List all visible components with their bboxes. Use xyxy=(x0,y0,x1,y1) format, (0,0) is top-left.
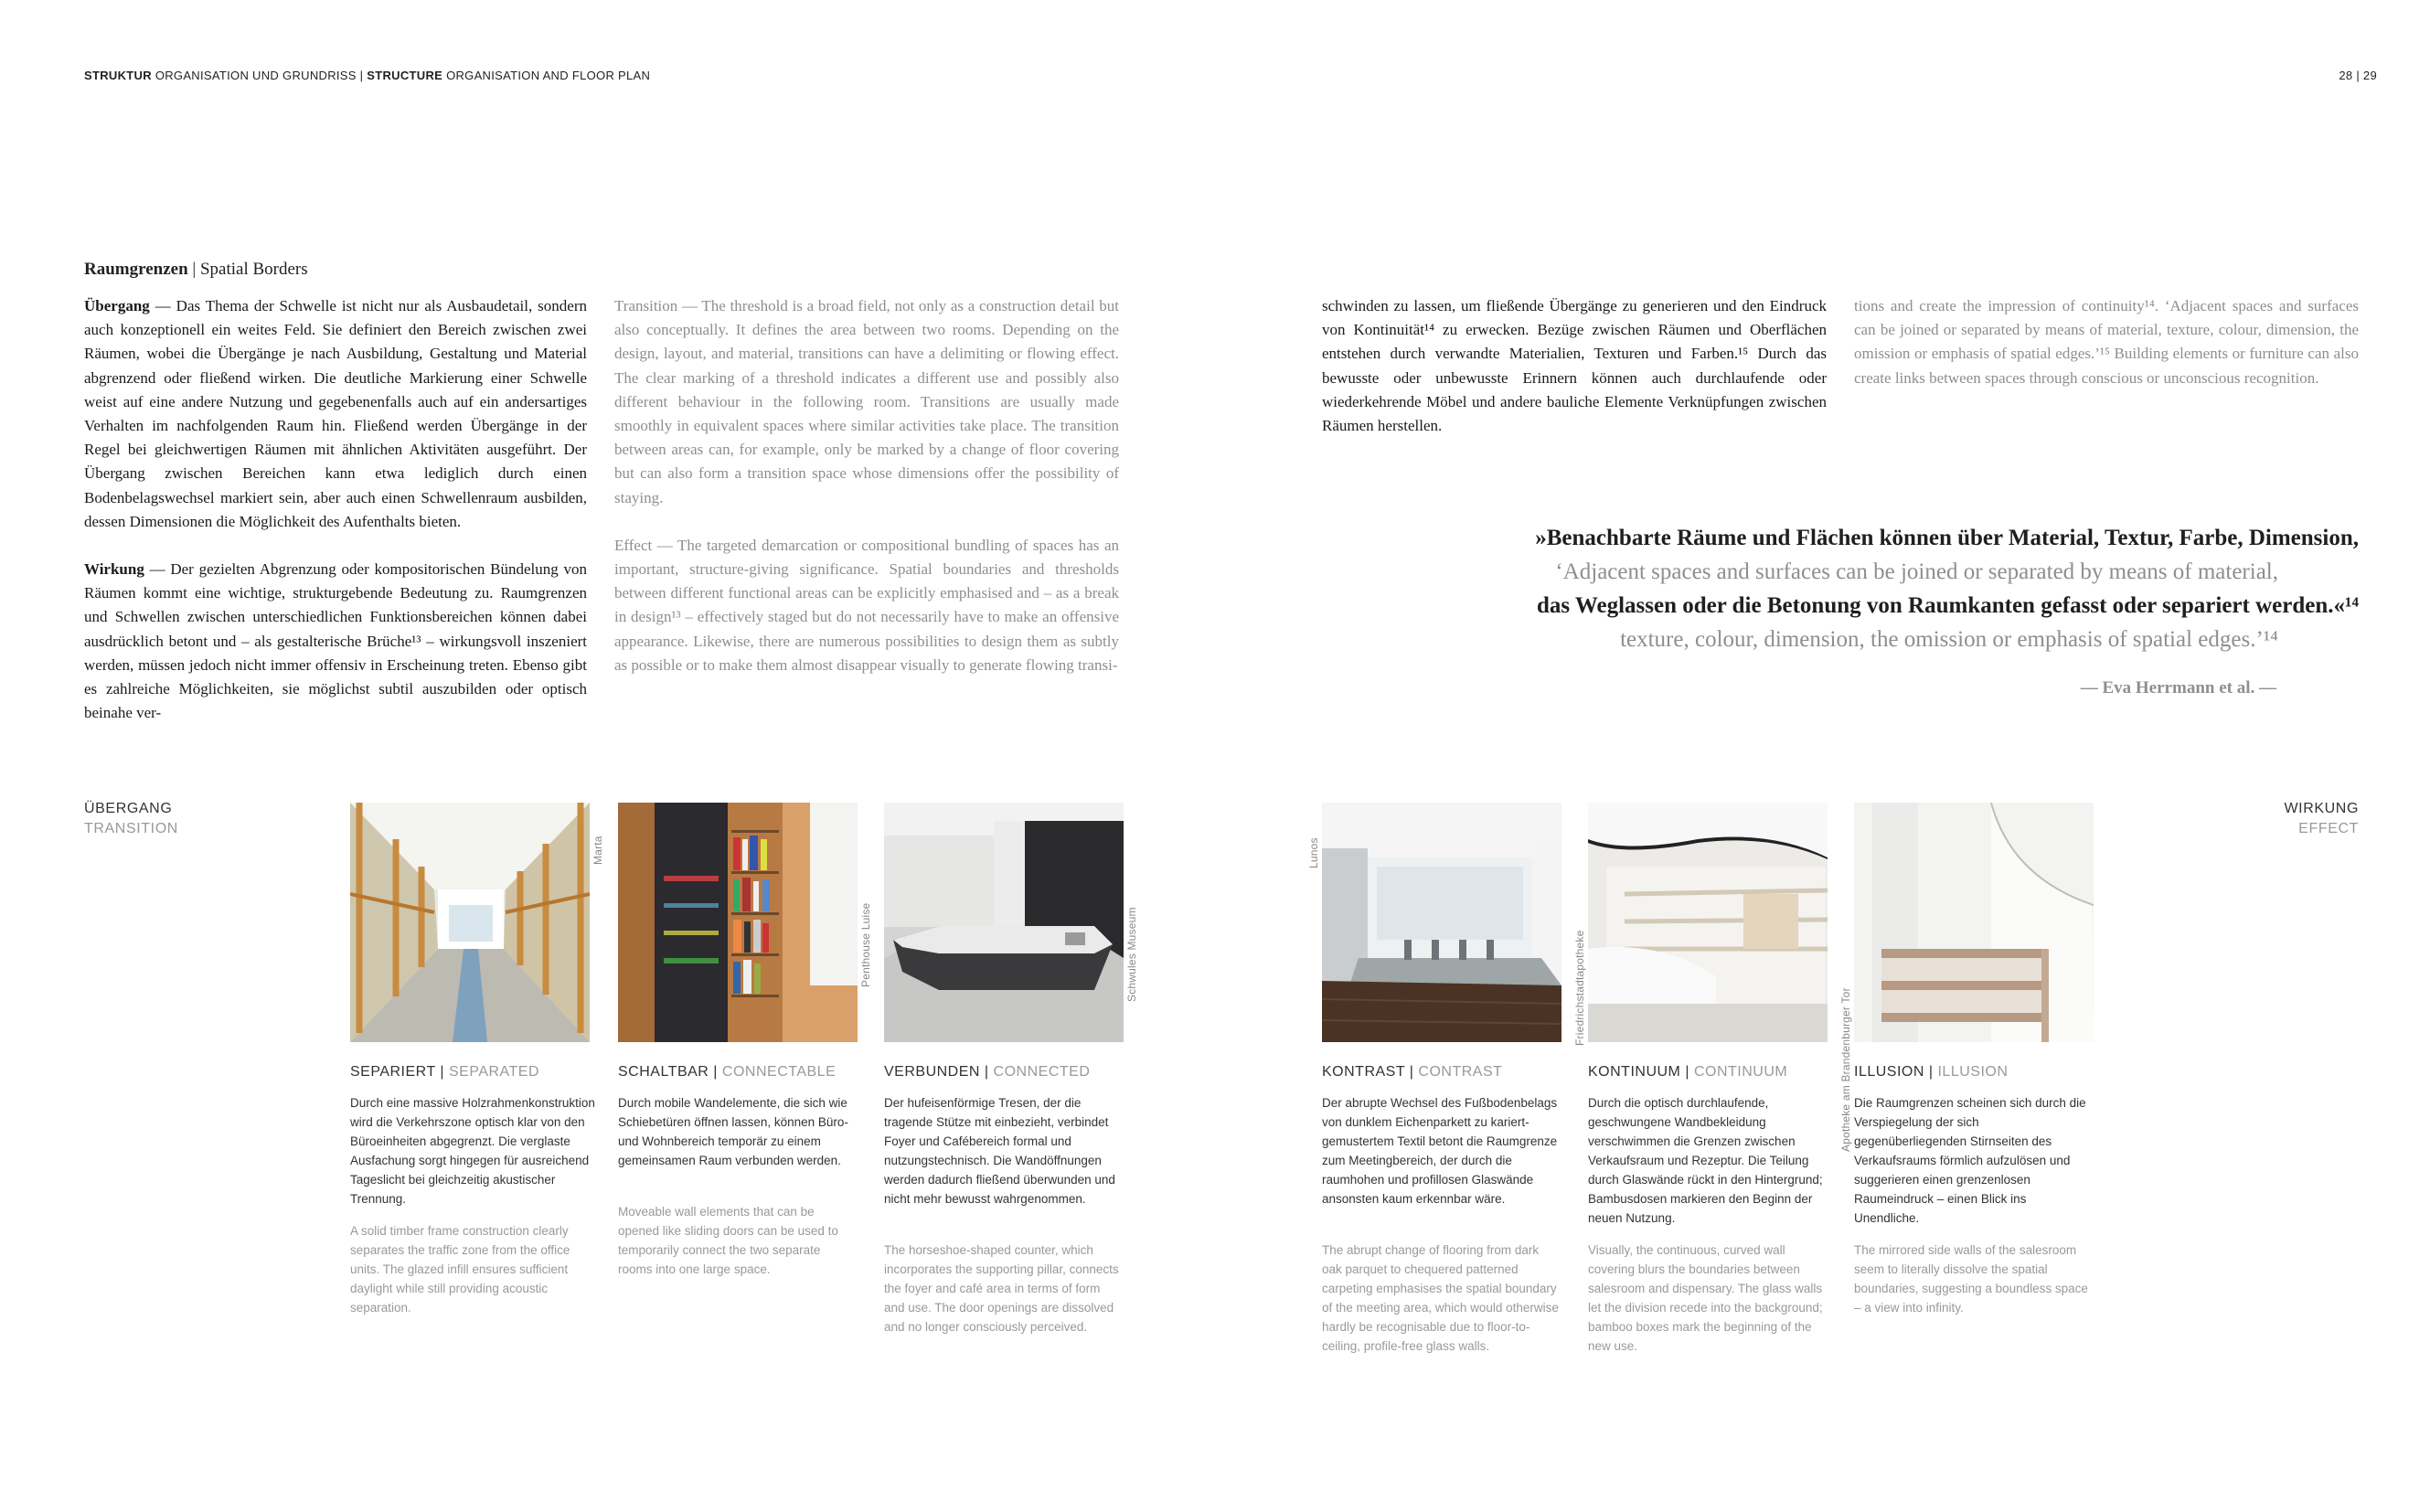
text-transition: — The threshold is a broad field, not only as a construction detail but also conceptually. It defines the area between two rooms. Depending on the design, layout, and material, transitions can have a delimiting or flowing effect. The clear marking of a threshold indicates a different use and possibly also different behaviour in the following room. Transitions are usually made smoothly in equivalent spaces where similar activities take place. The transition between areas can, for example, only be marked by a change of floor covering but can also form a transition space whose dimensions offer the possibility of staying. xyxy=(614,297,1119,506)
quote-author: — Eva Herrmann et al. — xyxy=(2080,678,2276,697)
text-wirkung: — Der gezielten Abgrenzung oder kompositorischen Bündelung von Räumen kommt eine wichtige, strukturgebende Bedeutung zu. Raumgrenzen und Schwellen zwischen unterschiedlichen Funktionsbereichen können dabei ausdrücklich betont und – als gestalterische Brüche¹³ – wirkungsvoll inszeniert werden, müssen jedoch nicht immer offensiv in Erscheinung treten. Ebenso gibt es zahlreiche Möglichkeiten, sie möglichst subtil auszubilden oder optisch beinahe ver- xyxy=(84,560,587,722)
section-title xyxy=(84,260,308,280)
caption-title-de: KONTRAST xyxy=(1322,1064,1405,1080)
text-uebergang: — Das Thema der Schwelle ist nicht nur als Ausbaudetail, sondern auch konzeptionell ein weites Feld. Sie definiert den Bereich zwischen zwei Räumen, wobei die Übergänge je nach Ausbildung, Gestaltung und Material abgrenzend oder fließend wirken. Die deutliche Markierung einer Schwelle weist auf eine andere Nutzung und gegebenenfalls auch auf ein andersartiges Verhalten im nachfolgenden Raum hin. Fließend werden Übergänge in der Regel bei gleichwertigen Räumen mit ähnlichen Aktivitäten ausgeführt. Der Übergang zwischen Bereichen kann etwa lediglich durch einen Bodenbelagswechsel markiert sein, aber auch einen Schwellenraum ausbilden, dessen Dimensionen die Möglichkeit des Aufenthalts bieten. xyxy=(84,297,587,530)
label-uebergang-en: TRANSITION xyxy=(84,821,178,836)
caption-title-connectable: SCHALTBAR | CONNECTABLE xyxy=(618,1064,837,1080)
caption-de-continuum: Durch die optisch durchlaufende, geschwungene Wandbekleidung verschwimmen die Grenzen zwischen Verkaufsraum und Rezeptur. Die Teilung durch Glaswände rückt in den Hintergrund; Bambusdosen markieren den Beginn der neuen Nutzung. xyxy=(1588,1096,1823,1225)
paragraph-transition xyxy=(614,294,1119,510)
quote-line-4: texture, colour, dimension, the omission or emphasis of spatial edges.’¹⁴ xyxy=(1620,627,2278,652)
caption-title-de: VERBUNDEN xyxy=(884,1064,980,1080)
column-de-left xyxy=(84,294,587,725)
photo-connected xyxy=(884,803,1124,1042)
photo-connectable xyxy=(618,803,858,1042)
caption-title-en: SEPARATED xyxy=(448,1064,540,1080)
paragraph-uebergang xyxy=(84,294,587,534)
caption-de-contrast: Der abrupte Wechsel des Fußbodenbelags von dunklem Eichenparkett zu kariert-gemustertem Textil betont die Raumgrenze zum Meetingbereich, der durch die raumhohen und profillosen Glaswände ansonsten kaum erkennbar wäre. xyxy=(1322,1096,1558,1206)
credit-friedrichstadtapotheke: Friedrichstadtapotheke xyxy=(1573,930,1586,1046)
header-en: ORGANISATION AND FLOOR PLAN xyxy=(446,69,651,82)
term-wirkung: Wirkung xyxy=(84,560,144,579)
column-en-right xyxy=(1854,294,2359,390)
credit-schwules-museum: Schwules Museum xyxy=(1125,907,1138,1002)
section-title-sep: | xyxy=(187,260,200,279)
caption-title-contrast: KONTRAST | CONTRAST xyxy=(1322,1064,1503,1080)
caption-de-illusion: Die Raumgrenzen scheinen sich durch die Verspiegelung der sich gegenüberliegenden Stirnseiten des Verkaufsraums förmlich aufzulösen und suggerieren einen grenzenlosen Raumeindruck – einen Blick ins Unendliche. xyxy=(1854,1096,2086,1225)
caption-title-illusion: ILLUSION | ILLUSION xyxy=(1854,1064,2009,1080)
label-uebergang-de: ÜBERGANG xyxy=(84,801,173,816)
caption-title-de: SCHALTBAR xyxy=(618,1064,709,1080)
term-uebergang: Übergang xyxy=(84,297,150,314)
term-transition: Transition xyxy=(614,297,678,314)
header-de: ORGANISATION UND GRUNDRISS xyxy=(155,69,357,82)
running-header xyxy=(84,69,650,82)
photo-continuum xyxy=(1588,803,1828,1042)
caption-title-en: ILLUSION xyxy=(1937,1064,2009,1080)
caption-de-separated: Durch eine massive Holzrahmenkonstruktion wird die Verkehrszone optisch klar von den Büroeinheiten abgegrenzt. Die verglaste Ausfachung sorgt hingegen für ausreichend Tageslicht bei gleichzeitig akustischer Trennung. xyxy=(350,1096,595,1206)
caption-title-en: CONTINUUM xyxy=(1693,1064,1788,1080)
caption-title-de: SEPARIERT xyxy=(350,1064,436,1080)
photo-contrast xyxy=(1322,803,1561,1042)
credit-apotheke-brandenburger-tor: Apotheke am Brandenburger Tor xyxy=(1839,987,1852,1152)
label-uebergang xyxy=(84,799,178,839)
section-title-en: Spatial Borders xyxy=(199,260,308,279)
photo-illusion xyxy=(1854,803,2094,1042)
pull-quote xyxy=(1262,521,2359,656)
paragraph-effect xyxy=(614,534,1119,677)
header-sep: | xyxy=(359,69,364,82)
caption-en-connected: The horseshoe-shaped counter, which incorporates the supporting pillar, connects the foyer and café area in terms of form and use. The door openings are dissolved and no longer consciously perceived. xyxy=(884,1243,1119,1334)
quote-line-3: das Weglassen oder die Betonung von Raumkanten gefasst oder separiert werden.«¹⁴ xyxy=(1536,593,2359,618)
header-en-bold: STRUCTURE xyxy=(367,69,443,82)
caption-title-en: CONNECTABLE xyxy=(721,1064,837,1080)
caption-en-separated: A solid timber frame construction clearly separates the traffic zone from the office units. The glazed infill ensures sufficient daylight while still providing acoustic separation. xyxy=(350,1224,570,1315)
caption-title-continuum: KONTINUUM | CONTINUUM xyxy=(1588,1064,1788,1080)
caption-en-illusion: The mirrored side walls of the salesroom seem to literally dissolve the spatial boundaries, suggesting a boundless space – a view into infinity. xyxy=(1854,1243,2088,1315)
text-en-continued: tions and create the impression of continuity¹⁴. ‘Adjacent spaces and surfaces can be joined or separated by means of material, texture, colour, dimension, the omission or emphasis of spatial edges.’¹⁵ Building elements or furniture can also create links between spaces through conscious or unconscious recognition. xyxy=(1854,297,2359,387)
caption-de-connectable: Durch mobile Wandelemente, die sich wie Schiebetüren öffnen lassen, können Büro- und Wohnbereich temporär zu einem gemeinsamen Raum verbunden werden. xyxy=(618,1096,848,1167)
caption-title-en: CONNECTED xyxy=(993,1064,1091,1080)
paragraph-wirkung xyxy=(84,558,587,725)
text-effect: — The targeted demarcation or compositional bundling of spaces has an important, structure-giving significance. Spatial boundaries and thresholds between different functional areas can be explicitly emphasised and – as a break in design¹³ – effectively staged but do not necessarily have to make an offensive appearance. Likewise, there are numerous possibilities to design them as subtly as possible or to make them almost disappear visually to generate flowing transi- xyxy=(614,536,1119,674)
header-de-bold: STRUKTUR xyxy=(84,69,152,82)
caption-en-connectable: Moveable wall elements that can be opened like sliding doors can be used to temporarily connect the two separate rooms into one large space. xyxy=(618,1205,838,1276)
photo-separated xyxy=(350,803,590,1042)
caption-de-connected: Der hufeisenförmige Tresen, der die tragende Stütze mit einbezieht, verbindet Foyer und Cafébereich formal und nutzungstechnisch. Die Wandöffnungen werden dadurch fließend überwunden und nicht mehr bewusst wahrgenommen. xyxy=(884,1096,1115,1206)
label-wirkung-de: WIRKUNG xyxy=(2284,801,2359,816)
label-wirkung-en: EFFECT xyxy=(2298,821,2359,836)
credit-lunos: Lunos xyxy=(1307,837,1320,868)
caption-title-connected: VERBUNDEN | CONNECTED xyxy=(884,1064,1091,1080)
caption-title-en: CONTRAST xyxy=(1418,1064,1503,1080)
caption-en-continuum: Visually, the continuous, curved wall covering blurs the boundaries between salesroom and dispensary. The glass walls let the division recede into the background; bamboo boxes mark the beginning of the new use. xyxy=(1588,1243,1823,1353)
credit-marta: Marta xyxy=(592,836,604,865)
text-de-continued: schwinden zu lassen, um fließende Übergänge zu generieren und den Eindruck von Kontinuität¹⁴ zu erwecken. Bezüge zwischen Räumen und Oberflächen entstehen durch verwandte Materialien, Texturen und Farben.¹⁵ Durch das bewusste oder unbewusste Erinnern können auch durchlaufende oder wiederkehrende Möbel und andere bauliche Elemente Verknüpfungen zwischen Räumen herstellen. xyxy=(1322,297,1827,435)
quote-line-1: »Benachbarte Räume und Flächen können über Material, Textur, Farbe, Dimension, xyxy=(1535,526,2359,550)
credit-penthouse-luise: Penthouse Luise xyxy=(859,902,872,987)
caption-en-contrast: The abrupt change of flooring from dark oak parquet to chequered patterned carpeting emphasises the spatial boundary of the meeting area, which would otherwise hardly be recognisable due to floor-to-ceiling, profile-free glass walls. xyxy=(1322,1243,1559,1353)
term-effect: Effect xyxy=(614,536,653,554)
caption-title-de: KONTINUUM xyxy=(1588,1064,1681,1080)
caption-title-separated: SEPARIERT | SEPARATED xyxy=(350,1064,540,1080)
column-en-left xyxy=(614,294,1119,677)
label-wirkung xyxy=(2284,799,2359,839)
section-title-de: Raumgrenzen xyxy=(84,260,188,279)
page-numbers: 28 | 29 xyxy=(2339,69,2377,82)
quote-line-2: ‘Adjacent spaces and surfaces can be joined or separated by means of material, xyxy=(1555,559,2278,584)
caption-title-de: ILLUSION xyxy=(1854,1064,1924,1080)
column-de-right xyxy=(1322,294,1827,438)
